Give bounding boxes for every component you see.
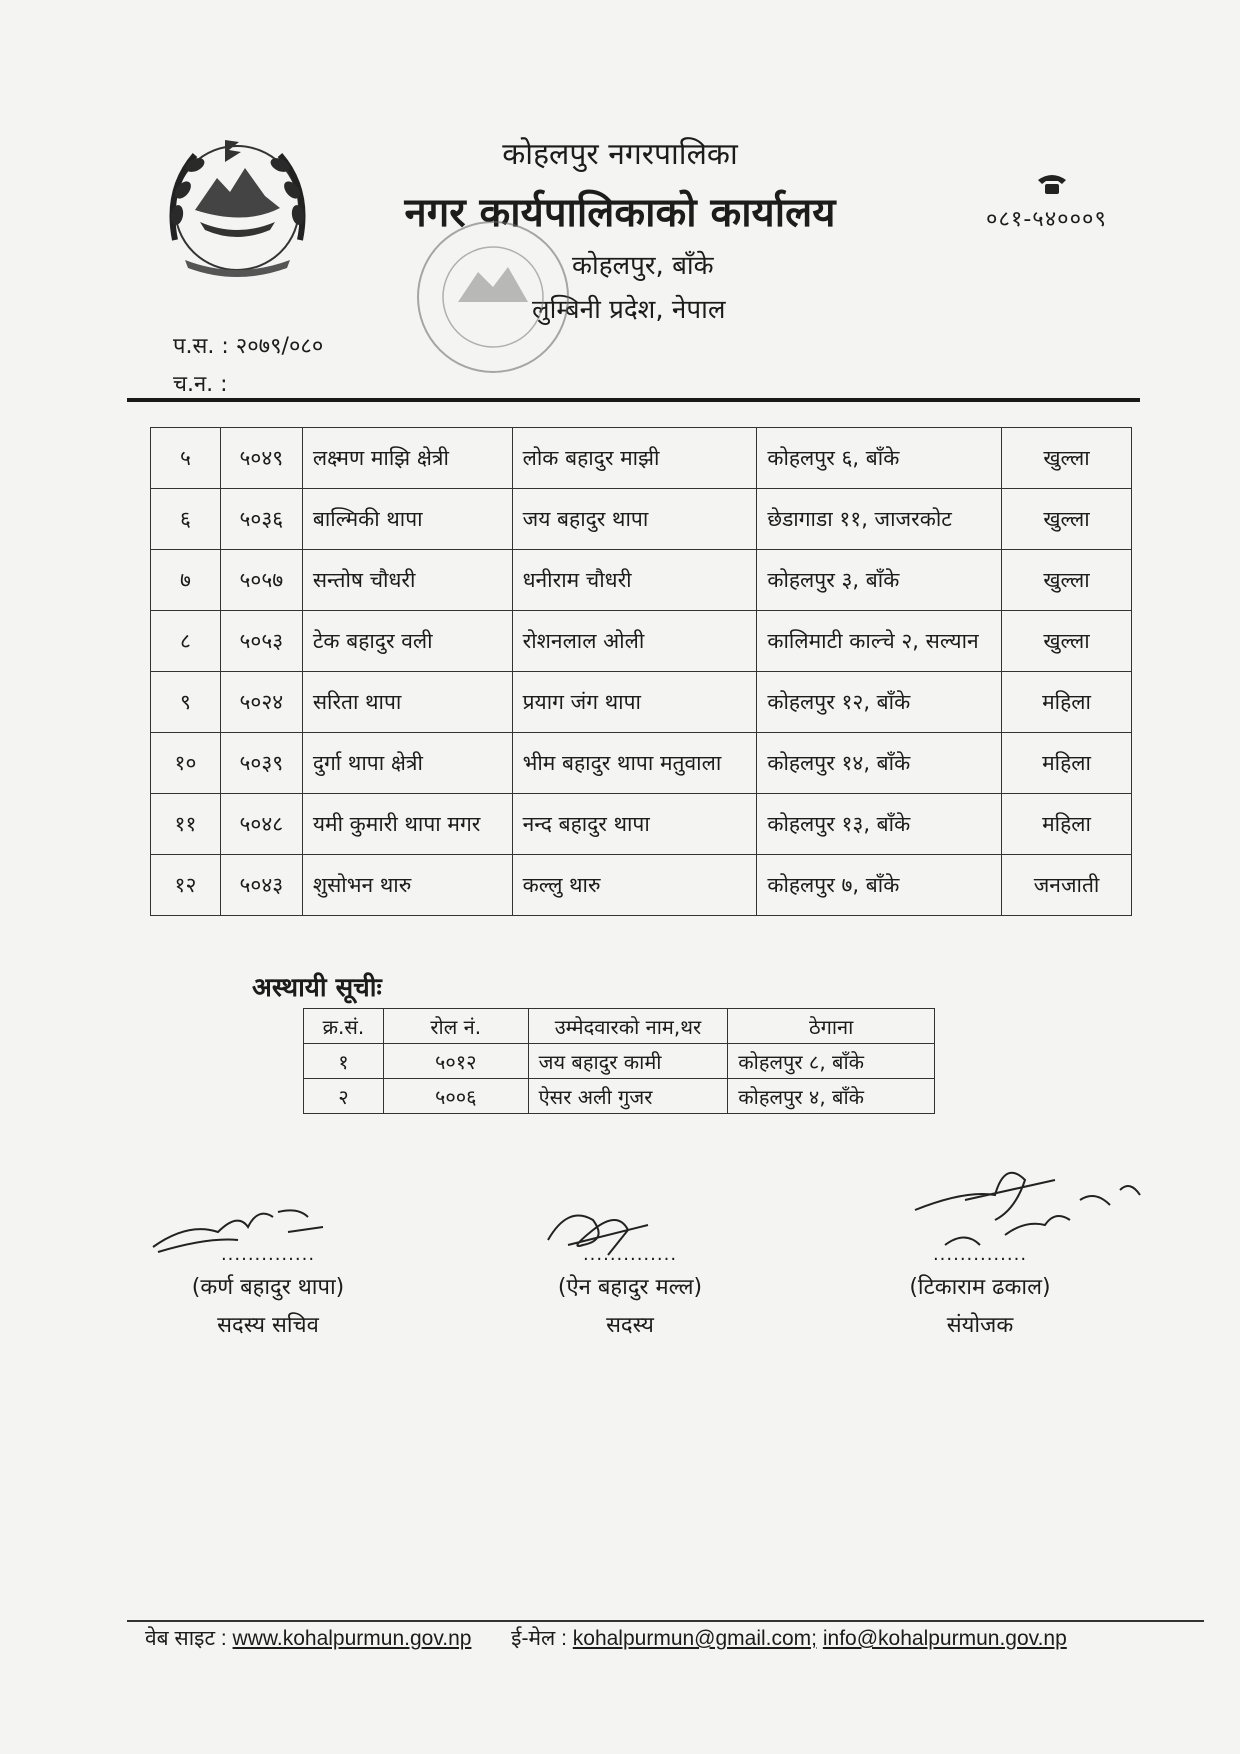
table-cell: ५०४८ <box>220 794 302 855</box>
table-cell: लक्ष्मण माझि क्षेत्री <box>302 428 512 489</box>
table-cell: कोहलपुर १२, बाँके <box>757 672 1002 733</box>
table-row <box>151 550 1132 611</box>
address-line-1: कोहलपुर, बाँके <box>572 251 714 281</box>
table-row <box>151 855 1132 916</box>
table-row <box>151 733 1132 794</box>
signatory-member-secretary: .............. (कर्ण बहादुर थापा) सदस्य सचिव <box>191 1244 345 1338</box>
table-cell: कालिमाटी काल्चे २, सल्यान <box>757 611 1002 672</box>
table-cell: महिला <box>1002 794 1132 855</box>
table-cell: ५०३६ <box>220 489 302 550</box>
table-cell: यमी कुमारी थापा मगर <box>302 794 512 855</box>
website-link[interactable]: www.kohalpurmun.gov.np <box>232 1627 472 1650</box>
office-title: नगर कार्यपालिकाको कार्यालय <box>404 190 836 236</box>
table-cell: कल्लु थारु <box>512 855 757 916</box>
table-cell: ५०१२ <box>383 1044 528 1079</box>
selection-table <box>150 427 1132 916</box>
email-link-1[interactable]: kohalpurmun@gmail.com; <box>572 1627 818 1650</box>
table-cell: ९ <box>151 672 221 733</box>
table-cell: ५०५३ <box>220 611 302 672</box>
table-cell: खुल्ला <box>1002 611 1132 672</box>
table-cell: ६ <box>151 489 221 550</box>
table-cell: १ <box>304 1044 384 1079</box>
column-header: ठेगाना <box>728 1009 935 1044</box>
table-cell: जय बहादुर कामी <box>528 1044 728 1079</box>
table-cell: शुसोभन थारु <box>302 855 512 916</box>
table-cell: दुर्गा थापा क्षेत्री <box>302 733 512 794</box>
reference-number: प.स. : २०७९/०८० <box>173 334 324 359</box>
table-row <box>151 672 1132 733</box>
table-cell: ५ <box>151 428 221 489</box>
table-cell: कोहलपुर ३, बाँके <box>757 550 1002 611</box>
table-header-row <box>304 1009 935 1044</box>
table-cell: ७ <box>151 550 221 611</box>
table-cell: ५०४९ <box>220 428 302 489</box>
phone-number: ०८१-५४०००९ <box>986 207 1107 232</box>
table-cell: १२ <box>151 855 221 916</box>
temporary-list-table <box>303 1008 935 1114</box>
table-cell: खुल्ला <box>1002 489 1132 550</box>
table-cell: कोहलपुर १४, बाँके <box>757 733 1002 794</box>
table-row <box>151 794 1132 855</box>
table-cell: ऐसर अली गुजर <box>528 1079 728 1114</box>
table-cell: सन्तोष चौधरी <box>302 550 512 611</box>
column-header: रोल नं. <box>383 1009 528 1044</box>
municipality-name: कोहलपुर नगरपालिका <box>502 137 738 172</box>
table-cell: धनीराम चौधरी <box>512 550 757 611</box>
website-label: वेब साइट : <box>145 1627 227 1650</box>
table-row <box>151 611 1132 672</box>
telephone-icon <box>1036 172 1068 196</box>
table-cell: नन्द बहादुर थापा <box>512 794 757 855</box>
table-cell: कोहलपुर ४, बाँके <box>728 1079 935 1114</box>
table-row <box>151 428 1132 489</box>
table-cell: महिला <box>1002 733 1132 794</box>
email-label: ई-मेल : <box>511 1627 567 1650</box>
table-cell: रोशनलाल ओली <box>512 611 757 672</box>
table-row <box>151 489 1132 550</box>
footer <box>145 1624 1067 1652</box>
table-cell: कोहलपुर १३, बाँके <box>757 794 1002 855</box>
table-cell: ११ <box>151 794 221 855</box>
signatory-member: .............. (ऐन बहादुर मल्ल) सदस्य <box>557 1244 703 1338</box>
header-divider <box>127 398 1140 402</box>
table-cell: ५००६ <box>383 1079 528 1114</box>
table-row <box>304 1044 935 1079</box>
footer-divider <box>127 1620 1204 1622</box>
table-cell: ५०५७ <box>220 550 302 611</box>
table-cell: सरिता थापा <box>302 672 512 733</box>
table-cell: कोहलपुर ८, बाँके <box>728 1044 935 1079</box>
table-cell: छेडागाडा ११, जाजरकोट <box>757 489 1002 550</box>
table-cell: कोहलपुर ७, बाँके <box>757 855 1002 916</box>
table-cell: २ <box>304 1079 384 1114</box>
table-cell: जय बहादुर थापा <box>512 489 757 550</box>
table-cell: जनजाती <box>1002 855 1132 916</box>
table-cell: टेक बहादुर वली <box>302 611 512 672</box>
column-header: उम्मेदवारको नाम,थर <box>528 1009 728 1044</box>
dispatch-number: च.न. : <box>173 372 228 397</box>
table-cell: ५०४३ <box>220 855 302 916</box>
office-stamp-icon <box>408 212 578 392</box>
table-cell: बाल्मिकी थापा <box>302 489 512 550</box>
column-header: क्र.सं. <box>304 1009 384 1044</box>
table-cell: खुल्ला <box>1002 428 1132 489</box>
table-cell: कोहलपुर ६, बाँके <box>757 428 1002 489</box>
table-cell: ५०२४ <box>220 672 302 733</box>
table-cell: ५०३९ <box>220 733 302 794</box>
table-cell: प्रयाग जंग थापा <box>512 672 757 733</box>
table-cell: १० <box>151 733 221 794</box>
signatory-coordinator: .............. (टिकाराम ढकाल) संयोजक <box>909 1244 1051 1338</box>
address-line-2: लुम्बिनी प्रदेश, नेपाल <box>532 295 726 325</box>
temporary-list-title: अस्थायी सूचीः <box>252 973 382 1003</box>
table-cell: ८ <box>151 611 221 672</box>
email-link-2[interactable]: info@kohalpurmun.gov.np <box>822 1627 1067 1650</box>
table-cell: भीम बहादुर थापा मतुवाला <box>512 733 757 794</box>
table-cell: महिला <box>1002 672 1132 733</box>
table-cell: खुल्ला <box>1002 550 1132 611</box>
table-row <box>304 1079 935 1114</box>
table-cell: लोक बहादुर माझी <box>512 428 757 489</box>
